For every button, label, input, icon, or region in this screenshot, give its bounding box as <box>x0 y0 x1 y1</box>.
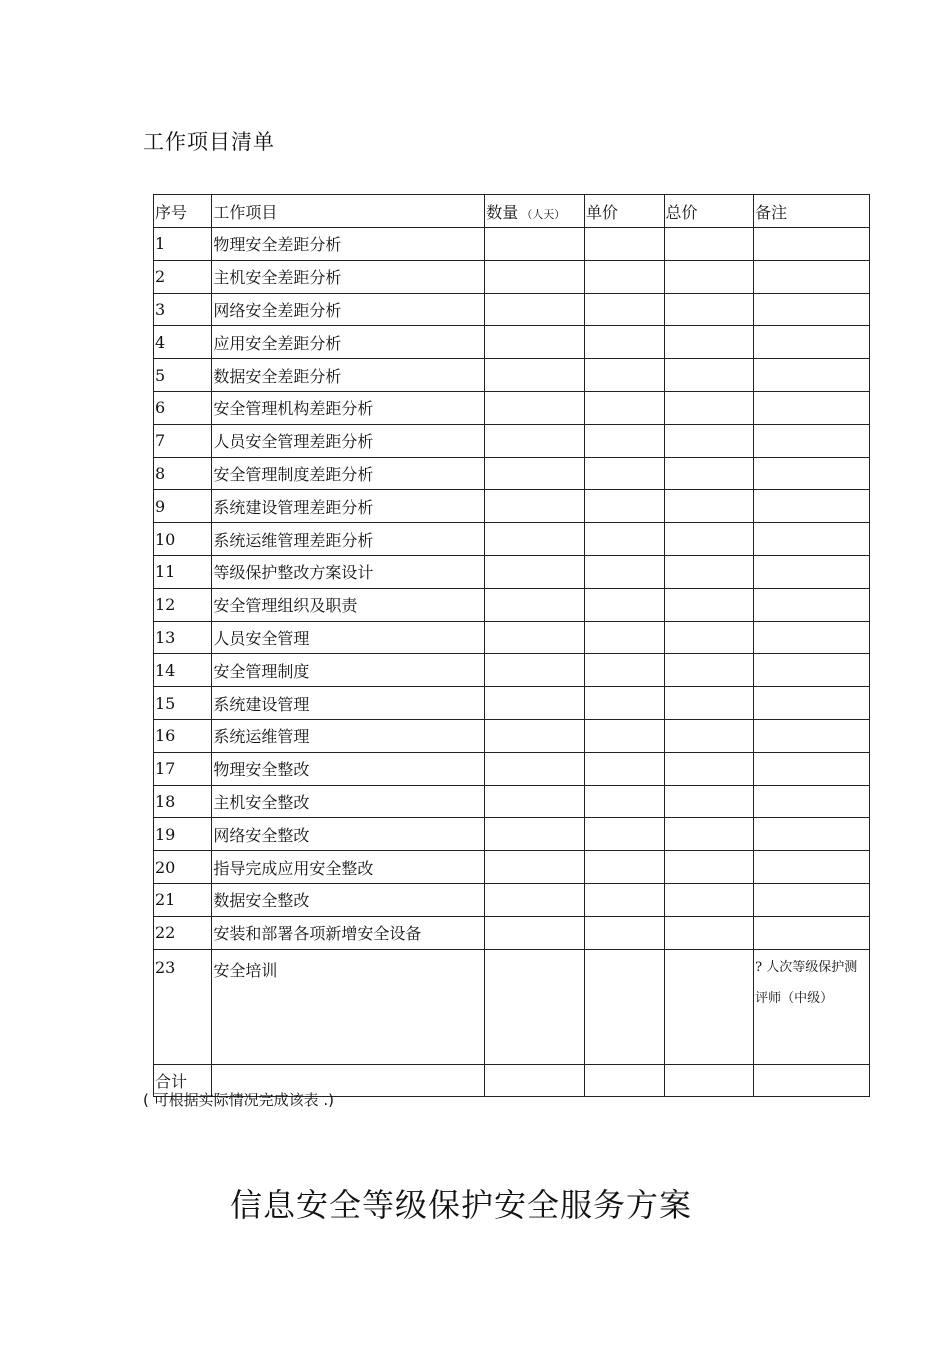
cell-remark <box>754 523 870 556</box>
cell-remark <box>754 752 870 785</box>
cell-qty <box>485 391 585 424</box>
cell-qty <box>485 326 585 359</box>
table-row <box>154 818 870 851</box>
cell-item: 指导完成应用安全整改 <box>212 851 485 884</box>
cell-total-price <box>664 916 754 949</box>
cell-item: 人员安全管理 <box>212 621 485 654</box>
cell-unit-price <box>584 457 664 490</box>
cell-unit-price <box>584 588 664 621</box>
cell-item: 系统建设管理 <box>212 687 485 720</box>
cell-no: 5 <box>154 359 212 392</box>
cell-unit-price <box>584 359 664 392</box>
table-row <box>154 621 870 654</box>
cell-remark <box>754 228 870 261</box>
header-total-price: 总价 <box>664 195 754 228</box>
cell-item: 安全管理组织及职责 <box>212 588 485 621</box>
cell-remark <box>754 851 870 884</box>
cell-qty <box>485 916 585 949</box>
cell-qty <box>485 818 585 851</box>
cell-no: 7 <box>154 424 212 457</box>
cell-unit-price <box>584 555 664 588</box>
table-row <box>154 851 870 884</box>
cell-item: 人员安全管理差距分析 <box>212 424 485 457</box>
cell-qty <box>485 523 585 556</box>
cell-item: 主机安全整改 <box>212 785 485 818</box>
cell-no: 13 <box>154 621 212 654</box>
table-row <box>154 523 870 556</box>
header-remark: 备注 <box>754 195 870 228</box>
cell-unit-price <box>584 916 664 949</box>
table-footnote: ( 可根据实际情况完成该表 .) <box>143 1091 335 1109</box>
work-items-table <box>153 194 870 1097</box>
cell-no: 6 <box>154 391 212 424</box>
cell-remark <box>754 621 870 654</box>
cell-total-price <box>664 490 754 523</box>
cell-remark: ? 人次等级保护测评师（中级） <box>754 949 870 1064</box>
cell-unit-price <box>584 687 664 720</box>
cell-remark <box>754 359 870 392</box>
header-qty-label: 数量 <box>486 202 519 222</box>
header-unit-price: 单价 <box>584 195 664 228</box>
cell-item: 系统建设管理差距分析 <box>212 490 485 523</box>
cell-qty <box>485 752 585 785</box>
cell-qty <box>485 555 585 588</box>
table-row <box>154 785 870 818</box>
cell-no: 16 <box>154 719 212 752</box>
cell-total-price <box>664 818 754 851</box>
table-row <box>154 424 870 457</box>
cell-total-price <box>664 326 754 359</box>
cell-unit-price <box>584 654 664 687</box>
table-row <box>154 654 870 687</box>
table-row <box>154 687 870 720</box>
cell-item: 安全管理制度 <box>212 654 485 687</box>
cell-qty <box>485 785 585 818</box>
cell-unit-price <box>584 293 664 326</box>
cell-unit-price <box>584 424 664 457</box>
cell-qty <box>485 883 585 916</box>
cell-total-price <box>664 391 754 424</box>
table-row <box>154 293 870 326</box>
cell-unit-price <box>584 949 664 1064</box>
cell-total-price <box>664 457 754 490</box>
cell-remark <box>754 293 870 326</box>
cell-no: 23 <box>154 949 212 1064</box>
cell-qty <box>485 228 585 261</box>
cell-no: 4 <box>154 326 212 359</box>
cell-qty <box>485 1064 585 1097</box>
cell-item: 数据安全差距分析 <box>212 359 485 392</box>
cell-qty <box>485 654 585 687</box>
cell-remark <box>754 818 870 851</box>
cell-no: 11 <box>154 555 212 588</box>
cell-item: 主机安全差距分析 <box>212 260 485 293</box>
cell-item: 物理安全整改 <box>212 752 485 785</box>
cell-no: 1 <box>154 228 212 261</box>
cell-qty <box>485 851 585 884</box>
cell-total-price <box>664 293 754 326</box>
cell-no: 15 <box>154 687 212 720</box>
cell-unit-price <box>584 883 664 916</box>
cell-item: 安全管理制度差距分析 <box>212 457 485 490</box>
cell-remark <box>754 588 870 621</box>
cell-unit-price <box>584 785 664 818</box>
table-row-training <box>154 949 870 1064</box>
cell-no: 12 <box>154 588 212 621</box>
table-row <box>154 457 870 490</box>
cell-qty <box>485 687 585 720</box>
cell-remark <box>754 687 870 720</box>
cell-remark <box>754 326 870 359</box>
cell-total-price <box>664 654 754 687</box>
table-body <box>154 228 870 1097</box>
table-row <box>154 555 870 588</box>
cell-total-price <box>664 752 754 785</box>
table-row <box>154 719 870 752</box>
cell-total-price <box>664 588 754 621</box>
cell-remark <box>754 785 870 818</box>
cell-qty <box>485 588 585 621</box>
cell-item: 安装和部署各项新增安全设备 <box>212 916 485 949</box>
cell-unit-price <box>584 719 664 752</box>
cell-total-price <box>664 687 754 720</box>
cell-no: 9 <box>154 490 212 523</box>
table-row <box>154 326 870 359</box>
cell-qty <box>485 424 585 457</box>
header-no: 序号 <box>154 195 212 228</box>
header-qty-unit: （人天） <box>521 207 566 221</box>
cell-remark <box>754 555 870 588</box>
table-row <box>154 752 870 785</box>
cell-total-price <box>664 719 754 752</box>
cell-total-price <box>664 621 754 654</box>
cell-qty <box>485 490 585 523</box>
cell-total-price <box>664 260 754 293</box>
cell-unit-price <box>584 523 664 556</box>
cell-item: 系统运维管理 <box>212 719 485 752</box>
cell-no: 2 <box>154 260 212 293</box>
cell-total-price <box>664 424 754 457</box>
cell-remark <box>754 719 870 752</box>
cell-remark <box>754 457 870 490</box>
cell-item: 应用安全差距分析 <box>212 326 485 359</box>
document-title: 信息安全等级保护安全服务方案 <box>230 1186 693 1224</box>
table-row <box>154 228 870 261</box>
cell-total-price <box>664 359 754 392</box>
cell-total-price <box>664 785 754 818</box>
cell-qty <box>485 949 585 1064</box>
cell-remark <box>754 916 870 949</box>
cell-no: 14 <box>154 654 212 687</box>
cell-unit-price <box>584 818 664 851</box>
cell-remark <box>754 654 870 687</box>
cell-item: 安全管理机构差距分析 <box>212 391 485 424</box>
cell-unit-price <box>584 1064 664 1097</box>
table-row <box>154 883 870 916</box>
cell-remark <box>754 1064 870 1097</box>
cell-qty <box>485 621 585 654</box>
cell-no: 20 <box>154 851 212 884</box>
header-item: 工作项目 <box>212 195 485 228</box>
table-row <box>154 391 870 424</box>
cell-unit-price <box>584 851 664 884</box>
cell-no: 22 <box>154 916 212 949</box>
cell-no: 21 <box>154 883 212 916</box>
cell-unit-price <box>584 260 664 293</box>
cell-unit-price <box>584 228 664 261</box>
cell-total-price <box>664 851 754 884</box>
cell-item: 等级保护整改方案设计 <box>212 555 485 588</box>
cell-unit-price <box>584 391 664 424</box>
cell-item: 网络安全差距分析 <box>212 293 485 326</box>
cell-total-price <box>664 228 754 261</box>
cell-qty <box>485 293 585 326</box>
cell-qty <box>485 719 585 752</box>
cell-remark <box>754 424 870 457</box>
cell-item: 系统运维管理差距分析 <box>212 523 485 556</box>
cell-no: 17 <box>154 752 212 785</box>
cell-no: 8 <box>154 457 212 490</box>
cell-item: 网络安全整改 <box>212 818 485 851</box>
cell-total-price <box>664 555 754 588</box>
cell-qty <box>485 457 585 490</box>
cell-unit-price <box>584 752 664 785</box>
cell-remark <box>754 490 870 523</box>
total-label: 合计 <box>154 1064 212 1097</box>
table-row <box>154 490 870 523</box>
table-row <box>154 260 870 293</box>
page-heading: 工作项目清单 <box>143 130 275 154</box>
cell-no: 18 <box>154 785 212 818</box>
table-row <box>154 588 870 621</box>
cell-total-price <box>664 1064 754 1097</box>
cell-total-price <box>664 883 754 916</box>
cell-no: 10 <box>154 523 212 556</box>
cell-no: 19 <box>154 818 212 851</box>
cell-unit-price <box>584 490 664 523</box>
cell-remark <box>754 260 870 293</box>
cell-qty <box>485 359 585 392</box>
cell-qty <box>485 260 585 293</box>
header-qty <box>485 195 585 228</box>
cell-total-price <box>664 949 754 1064</box>
cell-no: 3 <box>154 293 212 326</box>
cell-item: 安全培训 <box>212 949 485 1064</box>
table-row <box>154 359 870 392</box>
cell-total-price <box>664 523 754 556</box>
table-row <box>154 916 870 949</box>
cell-unit-price <box>584 326 664 359</box>
table-header-row <box>154 195 870 228</box>
cell-remark <box>754 883 870 916</box>
cell-unit-price <box>584 621 664 654</box>
cell-item: 数据安全整改 <box>212 883 485 916</box>
cell-item: 物理安全差距分析 <box>212 228 485 261</box>
cell-remark <box>754 391 870 424</box>
